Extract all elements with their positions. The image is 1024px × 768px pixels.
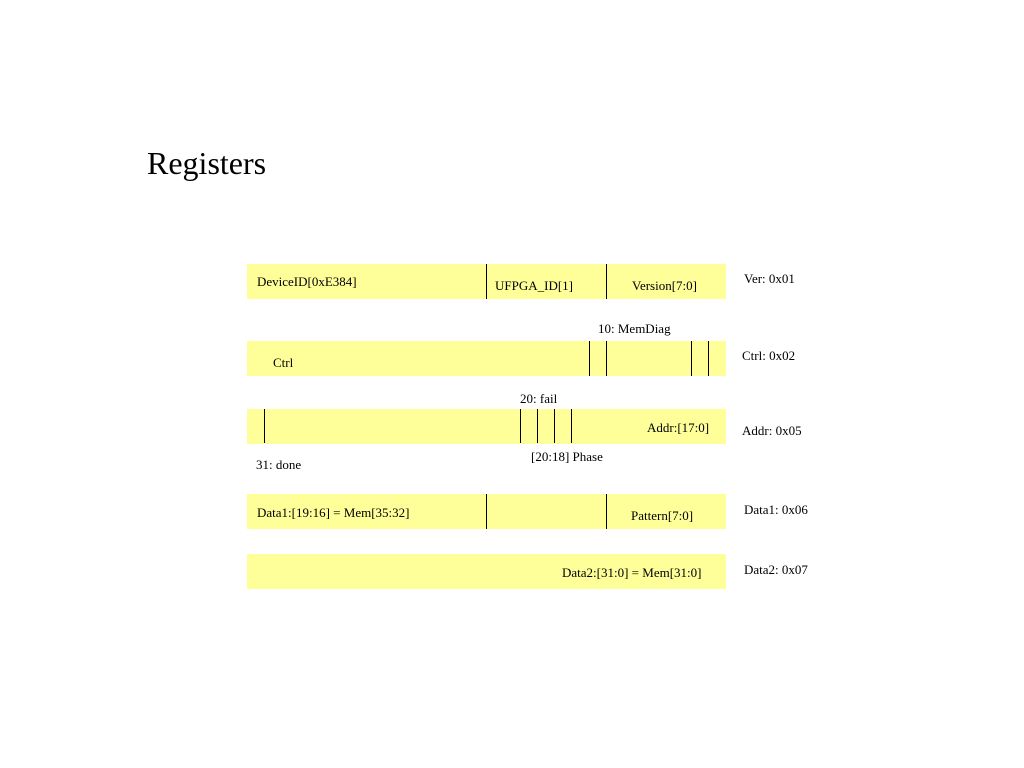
ctrl-field: Ctrl (273, 355, 294, 370)
addr-bit-divider (571, 409, 572, 443)
ver-device-id-field: DeviceID[0xE384] (257, 274, 357, 289)
ctrl-bit-divider (606, 341, 607, 376)
ctrl-register-bar (247, 341, 726, 376)
addr-done-annotation: 31: done (256, 457, 302, 472)
ctrl-bit-divider (589, 341, 590, 376)
addr-bit-divider (520, 409, 521, 443)
addr-bit-divider (537, 409, 538, 443)
addr-phase-annotation: [20:18] Phase (531, 449, 603, 464)
ver-register-name: Ver: 0x01 (744, 271, 795, 286)
addr-bit-divider (554, 409, 555, 443)
ver-field-divider (606, 264, 607, 299)
data2-register-name: Data2: 0x07 (744, 562, 808, 577)
data2-field: Data2:[31:0] = Mem[31:0] (562, 565, 702, 580)
data1-field: Data1:[19:16] = Mem[35:32] (257, 505, 410, 520)
ver-field-divider (486, 264, 487, 299)
ver-ufpga-id-field: UFPGA_ID[1] (495, 278, 573, 293)
addr-bit-divider (264, 409, 265, 443)
ctrl-bit-divider (691, 341, 692, 376)
addr-fail-annotation: 20: fail (520, 391, 558, 406)
data1-field-divider (606, 494, 607, 529)
page-title: Registers (147, 145, 267, 181)
data1-field-divider (486, 494, 487, 529)
addr-register-name: Addr: 0x05 (742, 423, 802, 438)
addr-field: Addr:[17:0] (647, 420, 710, 435)
ctrl-bit-divider (708, 341, 709, 376)
data1-pattern-field: Pattern[7:0] (631, 508, 694, 523)
ver-version-field: Version[7:0] (632, 278, 697, 293)
ctrl-register-name: Ctrl: 0x02 (742, 348, 796, 363)
ctrl-memdiag-annotation: 10: MemDiag (598, 321, 671, 336)
data1-register-name: Data1: 0x06 (744, 502, 808, 517)
